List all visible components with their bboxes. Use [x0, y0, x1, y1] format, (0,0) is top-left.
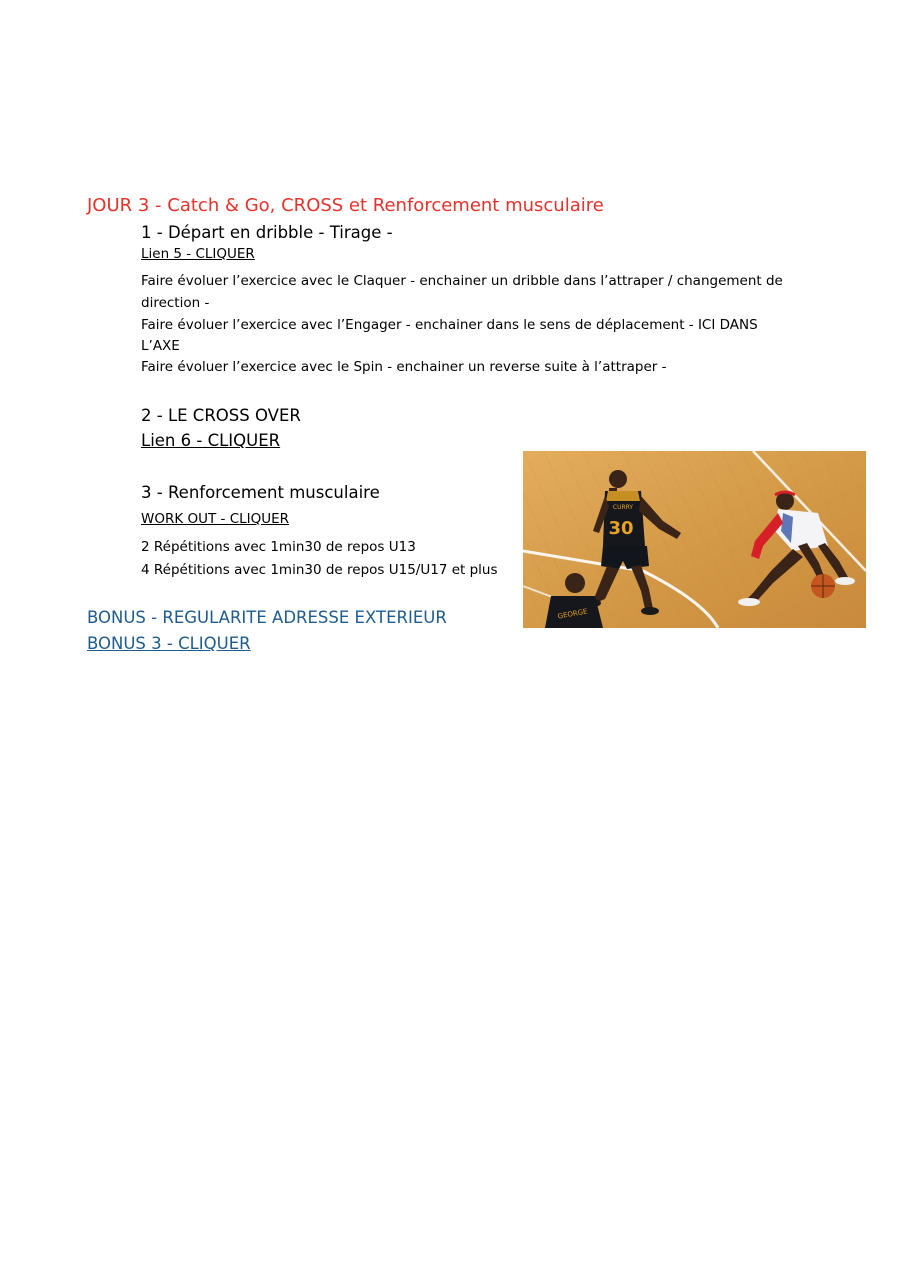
section-1-line-3: Faire évoluer l’exercice avec l’Engager - enchainer dans le sens de déplacement - ICI DANS: [141, 317, 758, 333]
basketball-photo: [523, 451, 866, 628]
section-1-line-2: direction -: [141, 295, 210, 311]
section-1-title: 1 - Départ en dribble - Tirage -: [141, 223, 393, 242]
section-1-line-1: Faire évoluer l’exercice avec le Claquer - enchainer un dribble dans l’attraper / changement de: [141, 273, 783, 289]
workout-link[interactable]: WORK OUT - CLIQUER: [141, 511, 290, 527]
bonus-title: BONUS - REGULARITE ADRESSE EXTERIEUR: [87, 608, 447, 627]
link-6[interactable]: Lien 6 - CLIQUER: [141, 431, 281, 450]
jersey-name-george: GEORGE: [557, 607, 589, 621]
section-3-title: 3 - Renforcement musculaire: [141, 483, 380, 502]
jersey-number-30: 30: [608, 518, 634, 539]
day-title: JOUR 3 - Catch & Go, CROSS et Renforcement musculaire: [87, 195, 604, 216]
jersey-name-curry: CURRY: [612, 504, 634, 511]
section-1-line-4: L’AXE: [141, 338, 180, 354]
section-2-title: 2 - LE CROSS OVER: [141, 406, 301, 425]
section-3-line-1: 2 Répétitions avec 1min30 de repos U13: [141, 539, 416, 555]
section-1-line-5: Faire évoluer l’exercice avec le Spin - enchainer un reverse suite à l’attraper -: [141, 359, 667, 375]
bonus-3-link[interactable]: BONUS 3 - CLIQUER: [87, 634, 251, 653]
link-5[interactable]: Lien 5 - CLIQUER: [141, 246, 255, 262]
section-3-line-2: 4 Répétitions avec 1min30 de repos U15/U17 et plus: [141, 562, 498, 578]
